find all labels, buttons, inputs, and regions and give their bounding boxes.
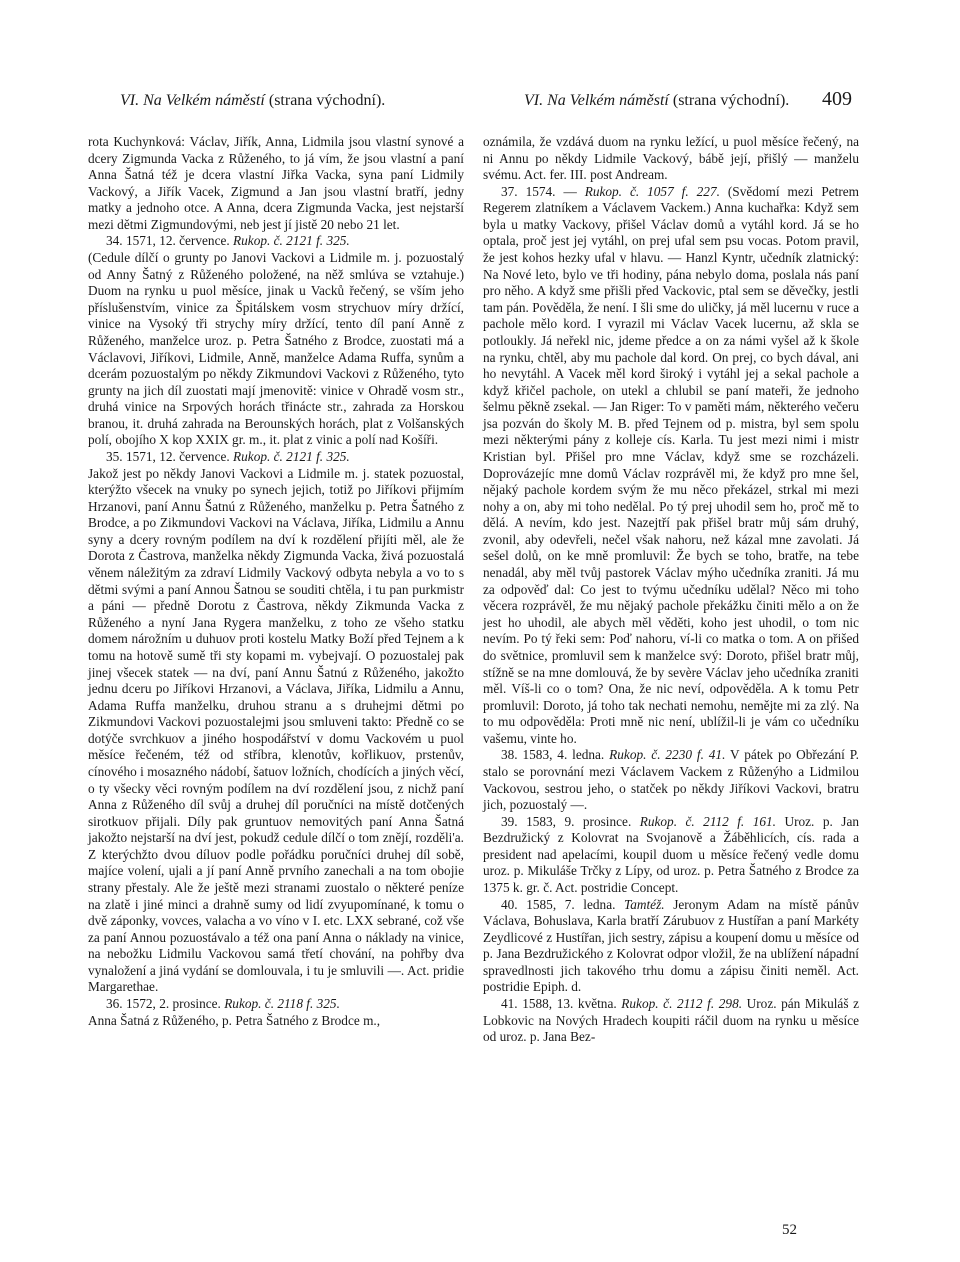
page-number: 409	[822, 88, 852, 110]
entry-39-head: 39. 1583, 9. prosince.	[501, 813, 640, 829]
entry-38	[483, 747, 859, 813]
entry-36	[88, 996, 464, 1029]
entry-40-ref: Tamtéž.	[624, 896, 665, 912]
entry-35-ref: Rukop. č. 2121 f. 325.	[233, 448, 350, 464]
entry-34	[88, 233, 464, 449]
running-header-left	[120, 92, 385, 110]
entry-37-ref: Rukop. č. 1057 f. 227.	[584, 183, 720, 199]
entry-35-body: Jakož jest po někdy Janovi Vackovi a Lidmile m. j. statek pozuostal, kterýžto všecek na vnuky po synech jejich, totiž po Jiříkovi přijmím Hrzanovi, paní Annu Šatnú z Růženého, manželku p. Petra Šatného z Brodce, a po Zikmundovi Vackovi na Václava, Jiříka, Lidmilu a Annu syny a dcery rovným podílem na dví k rozdělení přijíti měl, ale že Dorota z Častrova, manželka někdy Zigmunda Vacka, živá pozuostalá věnem náležitým za zdraví Lidmily Vackový odbyta nebyla a vo to s dětmi svými a paní Annou Šatnou se souditi chtěla, i tu pan purkmistr a páni — předně Dorotu z Častrova, někdy Zikmunda Vacka z Růženého a nyní Jana Rygera manželku, z toho ze všeho statku domem nárožním u duhuov proti kostelu Matky Boží před Tejnem a k tomu na hotově sumě tři sty kopami m. vybejvají. O pozuostalej pak jinej všecek statek — na dví, paní Annu Šatnú z Růženého, jakožto jednu dceru po Jiříkovi Hrzanovi, a Václava, Jiříka, Lidmilu a Annu, Adama Ruffa manželku, druhou stranu a s druhejmi dětmi po Zikmundovi Vackovi pozuostalejmi jsou smluveni takto: Předně co se dotýče svrchkuov a jiného hospodářství v domu Vackovém u puol měsíce řečeném, též od stříbra, klenotův, kořlikuov, prstenův, cínového i mosazného nádobí, šatuov ložních, chodících a jiných věcí, o ty všecky věci rovným podílem na dví rozdělení jsou, z nichž paní Anna z Růženého díl svůj a druhej díl poručníci na místě dotčených sirotkuov přijali. Díly pak gruntuov nemovitých paní Anna Šatná jakožto nejstarší na dví jest, pokudž cedule dílčí o tom znějí, rozděli'a. Z kterýchžto dvou díluov podle pořádku poručníci druhej díl sobě, majíce volení, ujali a jí paní Anně prvního zanechali a na tom obojie strany přestaly. Ale že ještě mezi stranami zuostalo o některé peníze na zlatě i jiné minci a drahně sumy od lidí zvyupomínané, k tomu o dvě záponky, vovces, valacha a vo víno v I. etc. LXX sebrané, což vše za paní Annou pozuostávalo a též ona paní Anna o náklady na vinice, na nebožku Lidmilu Vackovou samá třetí chování, na pohřby dva vynaložení a jiná vydání se domlouvala, i tu je smluvili —. Act. pridie Margarethae.	[88, 465, 464, 995]
paragraph-continuation: oznámila, že vzdává duom na rynku ležící, u puol měsíce řečený, na ni Annu po někdy Lidmile Vackový, bábě její, přišlý — manželu svému. Act. fer. III. post Andream.	[483, 134, 859, 183]
entry-41-ref: Rukop. č. 2112 f. 298.	[621, 996, 743, 1012]
header-right-section: VI. Na Velkém náměstí	[524, 92, 669, 109]
entry-37-body: (Svědomí mezi Petrem Regerem zlatníkem a Václavem Vackem.) Anna kuchařka: Když sem byla u matky Vackovy, přišel Václav domů a vytáhl kord. Já se ho optala, proč jest jej vytáhl, on prej ufal sem psu vocas. Potom pravil, že jest kohos hezky ufal v hlavu. — Hanzl Kyntr, učedník zlatnický: Na Nové leto, bylo ve tři hodiny, pána nebylo doma, poslala nás paní pro něho. A když sme přišli před Vackovic, ptal sem se děvečky, jestli tam pán. Pověděla, že není. I šli sme do uličky, já měl lucernu v ruce a pachole mělo kord. I vyrazil mi Václav Vacek lucernu, až skla se potloukly. Já neřekl nic, jdeme předce a on za námi vyšel až k škole na rynku, chtěl, aby mu pachole dal kord. On prej, co bych dával, ani ho nevytáhl. A Vacek měl kord široký i vytáhl jej a sekal pachole a když křičel pachole, on utekl a chlubil se paní mateři, že jednoho šelmu pěkně zsekal. — Jan Riger: To v paměti mám, některého večeru jsa pozván do školy M. B. před Tejnem od p. mistra, byl sem spolu mezi některými pány z kolleje cís. Karla. Tu jest mezi nimi i mistr Kristian byl. Přišel pro mne Václav, když sme se rozcházeli. Doprovázejíc mne domů Václav rozprávěl mi, že když pro mne šel, nějaký pachole kordem svým že mu něco překázel, strkal mi mezi nohy a on, aby mi toho nedělal. Po tý prej uhodil sem ho, proč mě to dělá. A nevím, kdo jest. Nazejtří pak přišel bratr můj sám druhý, zvonil, aby odevřeli, nečel však nahoru, než kázal mne zavolati. Já sešel dolů, on ke mně promluvil: Že bych se toho, bratře, na tebe nenadál, aby měl tvůj pastorek Václav mýho učedníka zraniti. Já mu za odpověď dal: Co jest to tvýmu učedníku udělal? Něco mi toho věcera rozprávěl, že mu nějaký pachole překážku činiti mělo a on že jest ho uhodil, ale abych měl věděti, koho jest uhodil, o tom nic nevím. Po tý řeki sem: Poď nahoru, ví-li co matka o tom. A on přišed do světnice, promluvil sem k manželce svý: Doroto, přišel bratr můj, stížně se na mne domlouvá, že by sevère Václav jeho učedníka zraniti měl. Víš-li co o tom? Ona, že nic neví, odpověděla. A k tomu Petr promluvil: Doroto, já toho tak nechati nemohu, nemějte mi za zlý. Na to mu odpověděla: Proti mně nic není, ublížil-li je vám co učedníku vašemu, vinte ho.	[483, 183, 859, 746]
header-right-suffix: (strana východní).	[668, 92, 790, 109]
entry-36-head: 36. 1572, 2. prosince.	[106, 996, 225, 1012]
entry-38-ref: Rukop. č. 2230 f. 41.	[609, 747, 726, 763]
entry-35	[88, 449, 464, 996]
entry-38-head: 38. 1583, 4. ledna.	[501, 747, 610, 763]
entry-40-body: Jeronym Adam na místě pánův Václava, Bohuslava, Karla bratří Zárubuov z Hustířan a paní Markéty Zeydlicové z Hustířan, jich sestry, zápisu a koupení domu u měsíce od p. Jana Bezdružického z Kolovrat odpor vložil, že na ublížení nápadní spravedlnosti jich takového trhu domu a zápisu činiti neměl. Act. postridie Epiph. d.	[483, 896, 859, 995]
entry-39	[483, 814, 859, 897]
entry-39-ref: Rukop. č. 2112 f. 161.	[639, 813, 776, 829]
entry-41	[483, 996, 859, 1046]
entry-34-head: 34. 1571, 12. července.	[106, 233, 234, 249]
left-column	[88, 134, 464, 1029]
entry-35-head: 35. 1571, 12. července.	[106, 448, 234, 464]
entry-37-head: 37. 1574. —	[501, 183, 585, 199]
right-column	[483, 134, 859, 1046]
entry-36-body: Anna Šatná z Růženého, p. Petra Šatného z Brodce m.,	[88, 1012, 381, 1028]
entry-39-body: Uroz. p. Jan Bezdružický z Kolovrat na Svojanově a Žáběhlicích, cís. rada a president nad apelacími, koupil duom u měsíce řečený vedle domu uroz. p. Mikuláše Trčky z Lípy, od uroz. p. Petra Šatného z Brodce za 1375 k. gr. č. Act. postridie Concept.	[483, 813, 859, 896]
running-header-right	[524, 92, 789, 110]
entry-37	[483, 184, 859, 748]
paragraph-continuation: rota Kuchynková: Václav, Jiřík, Anna, Lidmila jsou vlastní synové a dcery Zigmunda Vacka z Růženého, to já vím, že jsou vlastní a paní Anna Šatná též je dcera vlastní Jiřka Vacka, syna paní Lidmily Vackový, a Jiřík Vacek, Zigmund a Jan jsou vlastní bratří, jedny matky a jednoho otce. A Anna, dcera Zigmunda Vacka, jest nejstarší mezi dětmi Zigmundovými, neb jest jí jistě 20 nebo 21 let.	[88, 134, 464, 232]
entry-34-ref: Rukop. č. 2121 f. 325.	[233, 233, 350, 249]
entry-34-body: (Cedule dílčí o grunty po Janovi Vackovi a Lidmile m. j. pozuostalý od Anny Šatný z Růženého položené, na něž smlúva se vztahuje.) Duom na rynku u puol měsíce, jinak u Vacků řečený, se vším jeho příslušenstvím, vinice za Špitálskem vosm strychuov míry držící, vinice na Vysoký tři strychy míry držící, tento díl paní Anně z Růženého, manželce uroz. p. Petra Šatného z Brodce, zuostati má a Václavovi, Jiříkovi, Lidmile, Anně, manželce Adama Ruffa, synům a dcerám pozuostalým po někdy Zikmundovi Vackovi z Růženého, tyto grunty na jich díl zuostati mají jmenovitě: vinice v Ohradě vosm str., druhá vinice na Srpových horách třinácte str., zahrada za Horskou branou, it. druhá zahrada na Berounských horách, plat z Volšanských polí, obojího X kop XXIX gr. m., it. plat z vinic a polí nad Košíři.	[88, 250, 464, 448]
signature-mark: 52	[782, 1222, 797, 1238]
entry-38-body: V pátek po Obřezání P. stalo se porovnání mezi Václavem Vackem z Růženýho a Lidmilou Vackovou, sestrou jeho, o statček po někdy Jiříkovi Vackovi, bratru jich, pozuostalý —.	[483, 747, 859, 813]
header-left-suffix: (strana východní).	[264, 92, 386, 109]
entry-36-ref: Rukop. č. 2118 f. 325.	[224, 996, 340, 1012]
entry-40	[483, 897, 859, 996]
header-left-section: VI. Na Velkém náměstí	[120, 92, 265, 109]
entry-41-head: 41. 1588, 13. května.	[501, 996, 622, 1012]
entry-41-body: Uroz. pán Mikuláš z Lobkovic na Nových Hradech koupiti ráčil duom na rynku u měsíce od uroz. p. Jana Bez-	[483, 996, 859, 1045]
entry-40-head: 40. 1585, 7. ledna.	[501, 896, 625, 912]
